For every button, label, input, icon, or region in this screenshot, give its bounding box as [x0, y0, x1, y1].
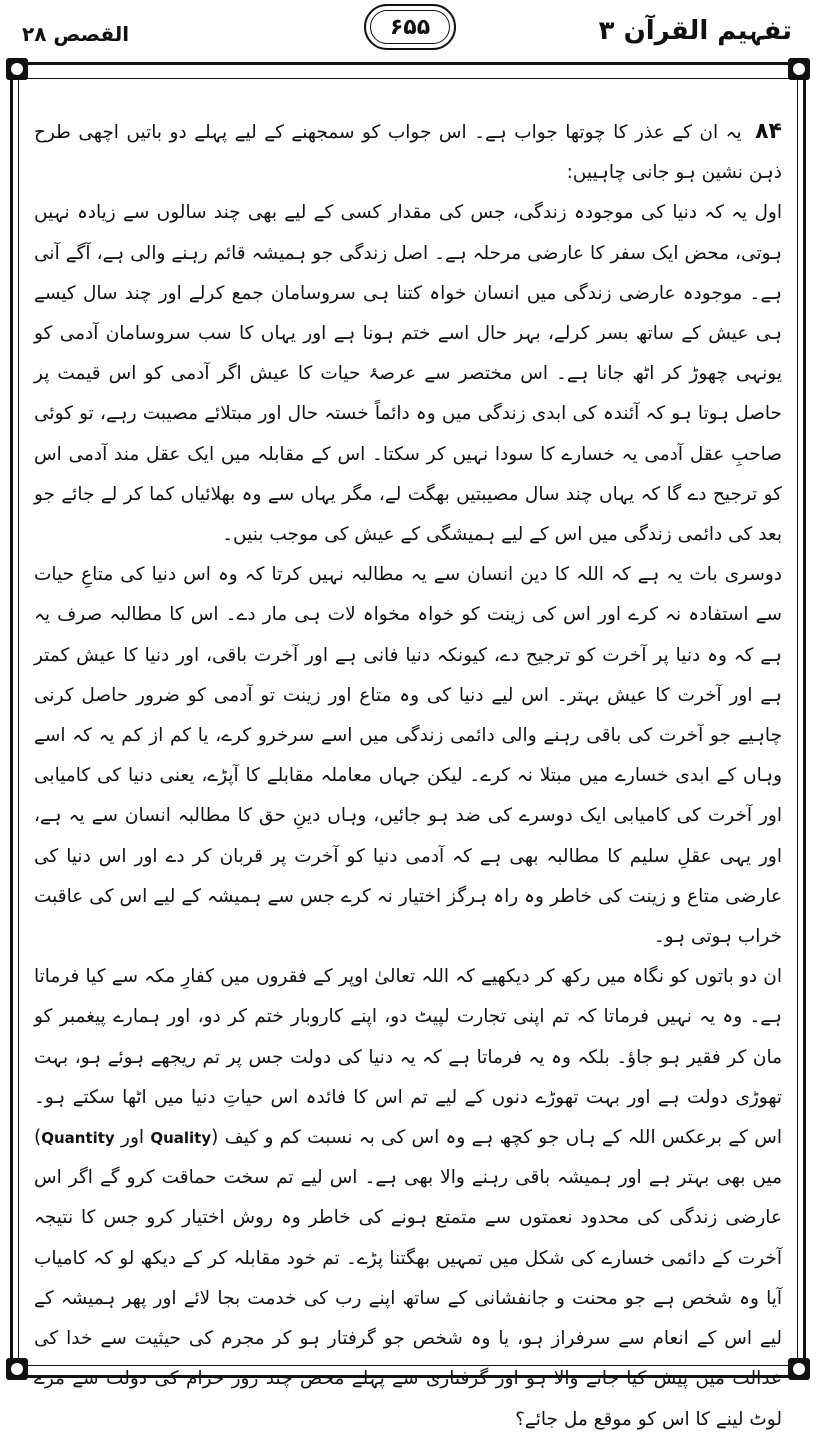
term-quantity: Quantity	[41, 1129, 115, 1148]
paragraph-4-text-a: ان دو باتوں کو نگاہ میں رکھ کر دیکھیے کہ اللہ تعالیٰ اوپر کے فقروں میں کفارِ مکہ سے کیا فرماتا ہے۔ وہ یہ نہیں فرماتا کہ تم اپنی تجارت لپیٹ دو، اپنے کاروبار ختم کر دو، اور ہمارے پیغمبر کو مان کر فقیر ہو جاؤ۔ بلکہ وہ یہ فرماتا ہے کہ یہ دنیا کی دولت جس پر تم ریجھے ہوئے ہو، بہت تھوڑی دولت ہے اور بہت تھوڑے دنوں کے لیے تم اس کا فائدہ اس حیاتِ دنیا میں اٹھا سکتے ہو۔ اس کے برعکس اللہ کے ہاں جو کچھ ہے وہ اس کی بہ نسبت کم و کیف (	[34, 966, 782, 1149]
paragraph-1-text: یہ ان کے عذر کا چوتھا جواب ہے۔ اس جواب کو سمجھنے کے لیے پہلے دو باتیں اچھی طرح ذہن نشین ہو جانی چاہییں:	[34, 122, 782, 184]
page-number-badge	[364, 4, 456, 50]
book-title: تفہیم القرآن ۳	[598, 16, 792, 46]
page-number: ۶۵۵	[389, 14, 431, 40]
paragraph-4	[34, 957, 782, 1439]
corner-ornament-icon	[788, 1358, 810, 1380]
term-and: اور	[121, 1127, 145, 1149]
corner-ornament-icon	[788, 58, 810, 80]
paragraph-4-text-b: ) میں بھی بہتر ہے اور ہمیشہ باقی رہنے والا بھی ہے۔ اس لیے تم سخت حماقت کرو گے اگر اس عارضی زندگی کی محدود نعمتوں سے متمتع ہونے کی خاطر وہ روش اختیار کرو جس کا نتیجہ آخرت کے دائمی خسارے کی شکل میں تمہیں بھگتنا پڑے۔ تم خود مقابلہ کر کے دیکھ لو کہ کامیاب آیا وہ شخص ہے جو محنت و جانفشانی کے ساتھ اپنے رب کی خدمت بجا لائے اور پھر ہمیشہ کے لیے اس کے انعام سے سرفراز ہو، یا وہ شخص جو گرفتار ہو کر مجرم کی حیثیت سے خدا کی عدالت میں پیش کیا جانے والا ہو اور گرفتاری سے پہلے محض چند روز حرام کی دولت سے مزے لوٹ لینے کا اس کو موقع مل جائے؟	[34, 1127, 782, 1430]
commentary-text	[34, 112, 782, 1430]
term-quality: Quality	[150, 1129, 212, 1148]
paragraph-2: اول یہ کہ دنیا کی موجودہ زندگی، جس کی مقدار کسی کے لیے بھی چند سالوں سے زیادہ نہیں ہوتی، محض ایک سفر کا عارضی مرحلہ ہے۔ اصل زندگی جو ہمیشہ قائم رہنے والی ہے، آگے آنی ہے۔ موجودہ عارضی زندگی میں انسان خواہ کتنا ہی سروسامان جمع کرلے اور چند سال کیسے ہی عیش کے ساتھ بسر کرلے، بہر حال اسے ختم ہونا ہے اور یہاں کا سب سروسامان آدمی کو یونہی چھوڑ کر اٹھ جانا ہے۔ اس مختصر سے عرصۂ حیات کا عیش اگر آدمی کو اس قیمت پر حاصل ہوتا ہو کہ آئندہ کی ابدی زندگی میں وہ دائماً خستہ حال اور مبتلائے مصیبت رہے، تو کوئی صاحبِ عقل آدمی یہ خسارے کا سودا نہیں کر سکتا۔ اس کے مقابلہ میں ایک عقل مند آدمی اس کو ترجیح دے گا کہ یہاں چند سال مصیبتیں بھگت لے، مگر یہاں سے وہ بھلائیاں کما کر لے جائے جو بعد کی دائمی زندگی میں اس کے لیے ہمیشگی کے عیش کی موجب بنیں۔	[34, 202, 782, 546]
paragraph-1	[34, 112, 782, 193]
page-header	[0, 0, 816, 58]
corner-ornament-icon	[6, 58, 28, 80]
paragraph-3: دوسری بات یہ ہے کہ اللہ کا دین انسان سے یہ مطالبہ نہیں کرتا کہ وہ اس دنیا کی متاعِ حیات سے استفادہ نہ کرے اور اس کی زینت کو خواہ مخواہ لات ہی مار دے۔ اس کا مطالبہ صرف یہ ہے کہ وہ دنیا پر آخرت کو ترجیح دے، کیونکہ دنیا فانی ہے اور آخرت باقی، اور دنیا کا عیش کمتر ہے اور آخرت کا عیش بہتر۔ اس لیے دنیا کی وہ متاع اور زینت تو آدمی کو ضرور حاصل کرنی چاہیے جو آخرت کی باقی رہنے والی دائمی زندگی میں اسے سرخرو کرے، یا کم از کم یہ کہ اسے وہاں کے ابدی خسارے میں مبتلا نہ کرے۔ لیکن جہاں معاملہ مقابلے کا آپڑے، یعنی دنیا کی کامیابی اور آخرت کی کامیابی ایک دوسرے کی ضد ہو جائیں، وہاں دینِ حق کا مطالبہ انسان سے یہ ہے، اور یہی عقلِ سلیم کا مطالبہ بھی ہے کہ آدمی دنیا کو آخرت پر قربان کر دے اور اس دنیا کی عارضی متاع و زینت کی خاطر وہ راہ ہرگز اختیار نہ کرے جس سے ہمیشہ کے لیے اس کی عاقبت خراب ہوتی ہو۔	[34, 564, 782, 948]
corner-ornament-icon	[6, 1358, 28, 1380]
surah-label: القصص ۲۸	[22, 22, 130, 46]
footnote-number: ۸۴	[755, 119, 782, 144]
